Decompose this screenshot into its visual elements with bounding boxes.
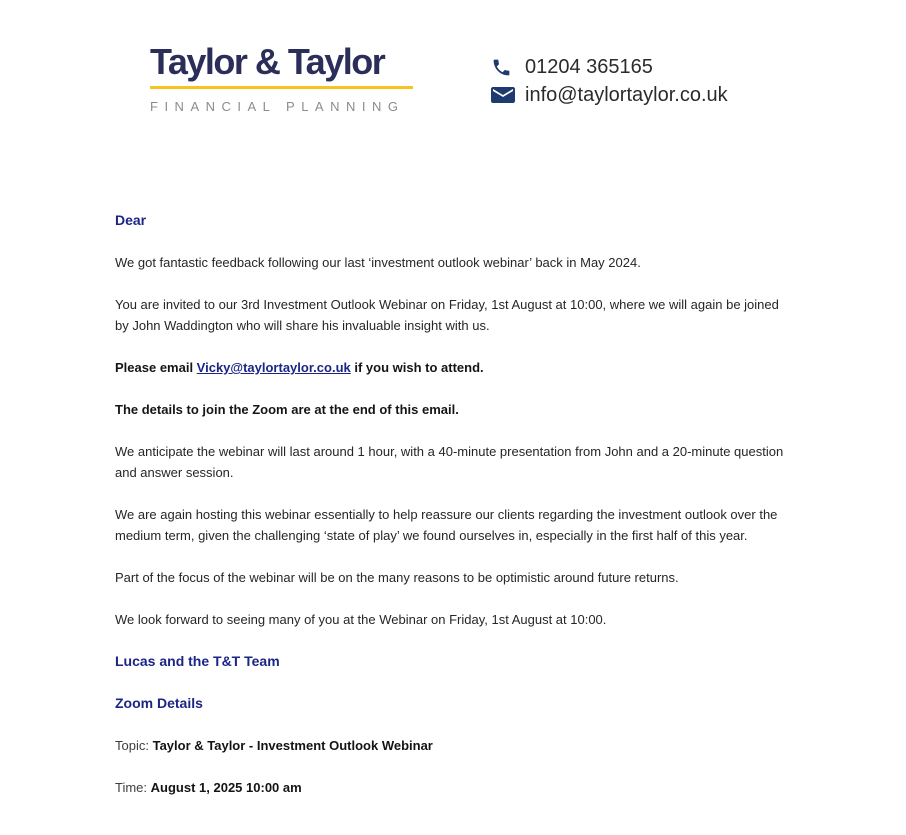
paragraph-lookforward: We look forward to seeing many of you at the Webinar on Friday, 1st August at 10:00.: [115, 612, 607, 627]
paragraph-rsvp: [115, 357, 791, 378]
logo-tagline: FINANCIAL PLANNING: [150, 99, 405, 114]
letter-body: [115, 210, 791, 798]
greeting: Dear: [115, 212, 147, 228]
envelope-icon: [491, 85, 525, 105]
contact-block: [491, 53, 728, 109]
phone-icon: [491, 57, 525, 78]
zoom-details-heading: Zoom Details: [115, 695, 203, 711]
email-address: info@taylortaylor.co.uk: [525, 83, 728, 106]
phone-number: 01204 365165: [525, 55, 653, 78]
paragraph-focus: Part of the focus of the webinar will be on the many reasons to be optimistic around future returns.: [115, 570, 679, 585]
logo-gold-rule: [150, 86, 413, 89]
topic-value: Taylor & Taylor - Investment Outlook Webinar: [152, 738, 433, 753]
email-header: [0, 0, 906, 114]
signoff: Lucas and the T&T Team: [115, 653, 280, 669]
time-label: Time:: [115, 780, 148, 795]
time-value: August 1, 2025 10:00 am: [150, 780, 302, 795]
paragraph-details-note: The details to join the Zoom are at the end of this email.: [115, 402, 459, 417]
contact-email-row: [491, 81, 728, 109]
topic-row: [115, 735, 791, 756]
rsvp-suffix: if you wish to attend.: [350, 360, 484, 375]
logo-title: Taylor & Taylor: [150, 41, 385, 82]
paragraph-invite: You are invited to our 3rd Investment Outlook Webinar on Friday, 1st August at 10:00, where we will again be joined by John Waddington who will share his invaluable insight with us.: [115, 297, 779, 333]
paragraph-feedback: We got fantastic feedback following our last ‘investment outlook webinar’ back in May 2024.: [115, 255, 641, 270]
time-row: [115, 777, 791, 798]
topic-label: Topic:: [115, 738, 149, 753]
paragraph-duration: We anticipate the webinar will last around 1 hour, with a 40-minute presentation from John and a 20-minute question and answer session.: [115, 444, 784, 480]
contact-phone-row: [491, 53, 728, 81]
paragraph-reassure: We are again hosting this webinar essentially to help reassure our clients regarding the investment outlook over the medium term, given the challenging ‘state of play’ we found ourselves in, especially in the first half of this year.: [115, 507, 778, 543]
rsvp-prefix: Please email: [115, 360, 197, 375]
rsvp-email-link[interactable]: Vicky@taylortaylor.co.uk: [196, 360, 351, 375]
company-logo: [150, 40, 415, 114]
